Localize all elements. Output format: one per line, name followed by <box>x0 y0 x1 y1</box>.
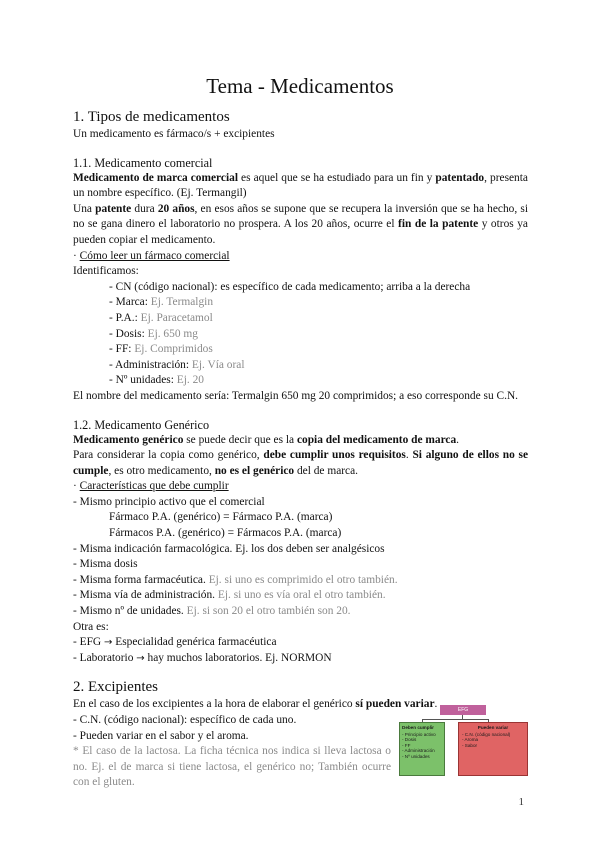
bold-term: fin de la patente <box>398 218 479 231</box>
list-item <box>73 557 528 573</box>
underlined-heading: Características que debe cumplir <box>79 480 229 493</box>
others-label: Otra es: <box>73 620 109 633</box>
box-item: - Administración <box>402 748 435 754</box>
list-item <box>73 573 528 589</box>
how-to-read-line <box>73 249 528 265</box>
list-item <box>109 327 528 343</box>
item-label: - Misma forma farmacéutica. <box>73 573 209 586</box>
box-item: - Principio activo <box>402 731 436 737</box>
page-title: Tema - Medicamentos <box>206 74 394 98</box>
bold-term: Medicamento genérico <box>73 433 184 446</box>
bold-term: no es el genérico <box>214 464 295 477</box>
text-run: se puede decir que es la <box>183 433 297 446</box>
paragraph-comercial-definition <box>73 171 528 202</box>
text-run: hay muchos laboratorios. Ej. NORMON <box>144 651 332 664</box>
item-label: - Dosis: <box>109 327 148 340</box>
bold-term: 20 años <box>157 202 195 215</box>
subsection-heading-generico: 1.2. Medicamento Genérico <box>73 417 210 432</box>
item-example: Ej. Termalgin <box>150 296 214 309</box>
item-example: Ej. Vía oral <box>191 358 245 371</box>
list-item <box>109 295 528 311</box>
item-label: - CN (código nacional): es específico de cada medicamento; arriba a la derecha <box>109 280 471 293</box>
efg-line <box>73 635 528 651</box>
page-number: 1 <box>518 796 524 808</box>
connector <box>422 719 488 720</box>
bold-term: patentado <box>435 171 485 184</box>
text-run: y otros ya pueden copiar el medicamento. <box>73 218 528 246</box>
bold-term: debe cumplir unos requisitos <box>263 449 406 462</box>
item-label: - Nº unidades: <box>109 374 177 387</box>
box-item: - Aroma <box>462 737 479 743</box>
diagram-may-vary-box <box>458 722 528 776</box>
text-run: , en esos años se supone que se recupera la inversión que se ha hecho, si no se gana dinero el laboratorio no prospera. A los 20 años, ocurre el <box>73 202 528 231</box>
list-item <box>109 342 528 358</box>
section-intro: Un medicamento es fármaco/s + excipientes <box>73 128 275 140</box>
right-arrow-icon: → <box>136 652 145 664</box>
bold-term: Si alguno de ellos no se cumple <box>73 449 529 477</box>
excipientes-item-cn: - C.N. (código nacional): específico de cada uno. <box>73 714 297 726</box>
item-example: Ej. Comprimidos <box>134 343 213 356</box>
list-item <box>109 311 528 327</box>
list-item <box>109 358 528 374</box>
text-run: . <box>456 433 460 446</box>
bold-term: sí pueden variar <box>355 698 435 711</box>
right-arrow-icon: → <box>104 637 113 649</box>
diagram-root-node: EFG <box>440 705 486 715</box>
characteristics-line <box>73 479 528 495</box>
bold-term: patente <box>95 202 132 215</box>
identify-label: Identificamos: <box>73 265 139 278</box>
box-title: Deben cumplir <box>402 725 434 730</box>
item-label: - FF: <box>109 343 135 356</box>
text-run: - EFG <box>73 636 105 649</box>
text-run: es aquel que se ha estudiado para un fin y <box>237 171 436 184</box>
text-run: . <box>405 449 413 462</box>
box-item: - Dosis <box>402 737 417 743</box>
item-example: Ej. si son 20 el otro también son 20. <box>186 605 351 618</box>
text-run: Especialidad genérica farmacéutica <box>112 636 277 649</box>
list-item <box>73 588 528 604</box>
item-example: Ej. Paracetamol <box>140 311 213 324</box>
item-example: Ej. 20 <box>176 374 204 387</box>
text-run: dura <box>131 202 158 215</box>
text-run: Para considerar la copia como genérico, <box>73 449 264 462</box>
formula-2: Fármacos P.A. (genérico) = Fármacos P.A. (marca) <box>109 527 342 540</box>
item-label: - Misma vía de administración. <box>73 589 218 602</box>
text-run: - Laboratorio <box>73 651 137 664</box>
lab-line <box>73 651 528 667</box>
list-item <box>73 542 528 558</box>
list-item <box>73 604 528 620</box>
text-run: Una <box>73 202 96 215</box>
box-item: - FF <box>402 742 411 748</box>
list-item <box>109 280 528 296</box>
text-run: . <box>434 698 438 711</box>
item-example: Ej. si uno es comprimido el otro también. <box>208 573 398 586</box>
paragraph-patente <box>73 202 528 249</box>
section-heading-excipientes: 2. Excipientes <box>73 679 158 696</box>
box-item: - Sabor <box>462 742 478 748</box>
subsection-heading-comercial: 1.1. Medicamento comercial <box>73 155 213 170</box>
excipientes-item-sabor: - Pueden variar en el sabor y el aroma. <box>73 729 249 742</box>
item-example: Ej. 650 mg <box>147 327 198 340</box>
text-run: , es otro medicamento, <box>108 464 215 477</box>
text-run: del de marca. <box>294 464 359 477</box>
diagram-must-comply-box <box>399 722 445 776</box>
list-item <box>109 373 528 389</box>
identify-list <box>73 280 528 389</box>
bold-term: Medicamento de marca comercial <box>73 171 238 184</box>
item-label: - Misma dosis <box>73 558 138 571</box>
item-label: - Administración: <box>109 358 192 371</box>
section-heading-tipos: 1. Tipos de medicamentos <box>73 109 230 125</box>
bullet: · <box>73 249 80 262</box>
paragraph-generico-definition <box>73 433 528 449</box>
item-label: - Mismo nº de unidades. <box>73 605 187 618</box>
bullet: · <box>73 480 80 493</box>
paragraph-closing-cn: El nombre del medicamento sería: Termalgin 650 mg 20 comprimidos; a eso corresponde su C.N. <box>73 389 519 402</box>
box-item: - C.N. (código nacional) <box>462 731 511 737</box>
bold-term: copia del medicamento de marca <box>296 433 457 446</box>
box-item: - Nº unidades <box>402 753 430 759</box>
req-same-pa: - Mismo principio activo que el comercial <box>73 495 265 508</box>
item-label: - Marca: <box>109 296 151 309</box>
text-run: En el caso de los excipientes a la hora de elaborar el genérico <box>73 698 356 711</box>
underlined-heading: Cómo leer un fármaco comercial <box>79 249 230 262</box>
document-body <box>73 108 528 791</box>
item-example: Ej. si uno es vía oral el otro también. <box>217 589 386 602</box>
req-list <box>73 542 528 620</box>
efg-diagram <box>398 704 528 776</box>
item-label: - P.A.: <box>109 311 141 324</box>
text-run: , presenta un nombre específico. (Ej. Termangil) <box>73 171 528 200</box>
paragraph-requisitos <box>73 448 528 479</box>
item-label: - Misma indicación farmacológica. Ej. los dos deben ser analgésicos <box>73 542 385 555</box>
box-title: Pueden variar <box>477 725 509 730</box>
note-lactosa: * El caso de la lactosa. La ficha técnica nos indica si lleva lactosa o no. Ej. el de marca si tiene lactosa, el genérico no; También ocurre con el gluten. <box>73 745 391 789</box>
formula-1: Fármaco P.A. (genérico) = Fármaco P.A. (marca) <box>109 511 333 524</box>
